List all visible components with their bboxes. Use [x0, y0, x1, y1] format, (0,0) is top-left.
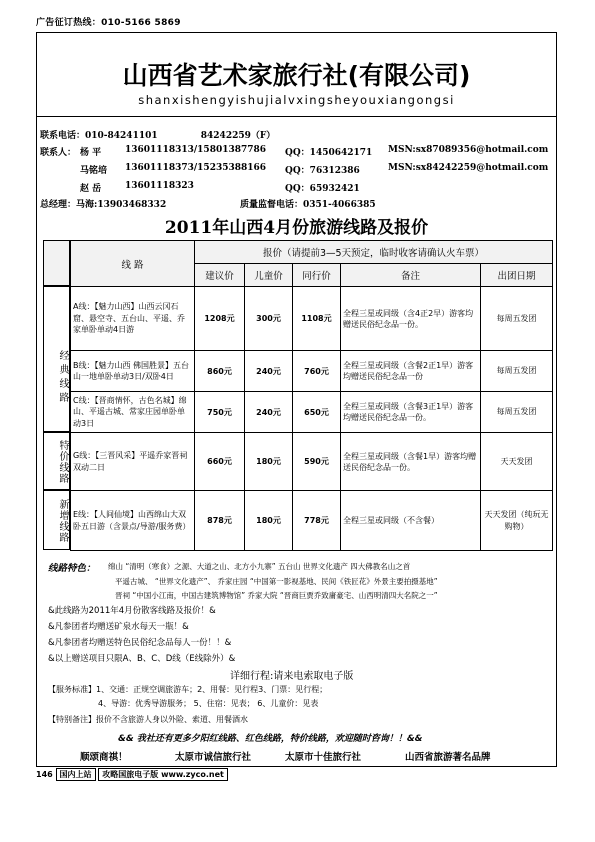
route-cell: A线：【魅力山西】山西云冈石窟、悬空寺、五台山、平遥、乔家单卧单动4日游 — [71, 287, 195, 351]
contact-phone: 13601118313/15801387786 — [125, 145, 267, 155]
group-classic: 经典线路 — [43, 286, 70, 432]
note-line: &以上赠送项目只限A、B、C、D线（E线除外）& — [48, 654, 236, 664]
header-divider — [36, 116, 557, 117]
suggest-price: 878元 — [195, 491, 245, 551]
route-heading: 2011年山西4月份旅游线路及报价 — [164, 218, 429, 238]
route-cell: B线：【魅力山西 佛国胜景】五台山一地单卧单动3日/双卧4日 — [71, 351, 195, 392]
note-cell: 全程三星或同级（含餐3正1早）游客均赠送民俗纪念品一份。 — [341, 392, 481, 433]
contact-qq: QQ：76312386 — [285, 166, 360, 176]
table-row — [71, 433, 553, 491]
features-line: 平遥古城、 “世界文化遗产”、 乔家庄园 “中国第一影视基地、民间《铁匠花》外景主要拍摄基地” — [115, 577, 438, 586]
group-special: 特价线路 — [43, 432, 70, 490]
suggest-price: 1208元 — [195, 287, 245, 351]
peer-price: 650元 — [293, 392, 341, 433]
page-footer — [36, 768, 557, 781]
contact-qq: QQ：1450642171 — [285, 148, 373, 158]
suggest-price: 860元 — [195, 351, 245, 392]
page-number: 146 — [36, 770, 53, 779]
complaint-phone: 质量监督电话：0351-4066385 — [240, 200, 376, 210]
depart-cell: 天天发团（纯玩无购物） — [481, 491, 553, 551]
header-quote: 报价（请提前3—5天预定，临时收客请确认火车票） — [195, 241, 553, 264]
header-depart: 出团日期 — [481, 264, 553, 287]
partner-3: 太原市十佳旅行社 — [285, 752, 362, 763]
child-price: 240元 — [245, 392, 293, 433]
fax-number: 84242259（F） — [200, 131, 276, 141]
depart-cell: 每周五发团 — [481, 287, 553, 351]
depart-cell: 每周五发团 — [481, 392, 553, 433]
features-label: 线路特色： — [48, 563, 96, 574]
contact-name: 马铭培 — [80, 166, 108, 176]
note-line: &凡参团者均赠送矿泉水每天一瓶！& — [48, 622, 189, 632]
group-label-column — [43, 240, 70, 550]
note-cell: 全程三星或同级（含餐2正1早）游客均赠送民俗纪念品一份 — [341, 351, 481, 392]
header-peer: 同行价 — [293, 264, 341, 287]
child-price: 240元 — [245, 351, 293, 392]
peer-price: 760元 — [293, 351, 341, 392]
note-cell: 全程三星或同级（不含餐） — [341, 491, 481, 551]
main-phone: 联系电话：010-84241101 — [40, 131, 158, 141]
contact-phone: 13601118323 — [125, 181, 194, 191]
table-row — [71, 392, 553, 433]
routes-table — [70, 240, 553, 551]
site-tag: 攻略国旅电子版 www.zyco.net — [98, 768, 228, 781]
company-pinyin: shanxishengyishujialvxingsheyouxiangongsi — [138, 93, 455, 107]
depart-cell: 每周五发团 — [481, 351, 553, 392]
child-price: 180元 — [245, 491, 293, 551]
contact-name: 赵 岳 — [80, 184, 102, 194]
section-tag: 国内上站 — [56, 768, 96, 781]
child-price: 300元 — [245, 287, 293, 351]
group-new: 新增线路 — [43, 490, 70, 550]
service-standard: 【服务标准】1、交通：正规空调旅游车；2、用餐：见行程3、门票：见行程； — [48, 685, 328, 694]
note-line: &凡参团者均赠送特色民俗纪念品每人一份！！& — [48, 638, 232, 648]
ad-hotline: 广告征订热线：010-5166 5869 — [36, 18, 181, 28]
suggest-price: 660元 — [195, 433, 245, 491]
peer-price: 1108元 — [293, 287, 341, 351]
general-manager: 总经理：马海:13903468332 — [40, 200, 167, 210]
header-child: 儿童价 — [245, 264, 293, 287]
note-line: &此线路为2011年4月份散客线路及报价！& — [48, 606, 216, 616]
contact-label: 联系人： — [40, 148, 77, 158]
route-cell: C线：【晋商情怀，古色名城】绵山、平遥古城、常家庄园单卧单动3日 — [71, 392, 195, 433]
note-cell: 全程三星或同级（含餐1早）游客均赠送民俗纪念品一份。 — [341, 433, 481, 491]
header-note: 备注 — [341, 264, 481, 287]
slogan: && 我社还有更多夕阳红线路、红色线路，特价线路，欢迎随时咨询！！&& — [118, 734, 423, 744]
service-standard-2: 4、导游：优秀导游服务； 5、住宿：见表； 6、儿童价：见表 — [98, 699, 319, 708]
features-line: 绵山 “清明（寒食）之源、大道之山、北方小九寨” 五台山 世界文化遗产 四大佛教名山之首 — [108, 562, 411, 571]
depart-cell: 天天发团 — [481, 433, 553, 491]
route-cell: E线：【人间仙境】山西绵山大双卧五日游（含景点/导游/服务费） — [71, 491, 195, 551]
contact-phone: 13601118373/15235388166 — [125, 163, 267, 173]
table-row — [71, 351, 553, 392]
child-price: 180元 — [245, 433, 293, 491]
partner-1: 顺颂商祺！ — [80, 752, 128, 763]
note-cell: 全程三星或同级（含4正2早）游客均赠送民俗纪念品一份。 — [341, 287, 481, 351]
peer-price: 590元 — [293, 433, 341, 491]
peer-price: 778元 — [293, 491, 341, 551]
features-line: 晋祠 “中国小江南，中国古建筑博物馆” 乔家大院 “晋商巨贾乔致庸豪宅、山西明清四大名院之一” — [115, 591, 438, 600]
blank-header-cell — [43, 240, 70, 286]
detail-itinerary: 详细行程:请来电索取电子版 — [230, 671, 354, 682]
company-name: 山西省艺术家旅行社(有限公司) — [122, 61, 471, 90]
partner-2: 太原市诚信旅行社 — [175, 752, 252, 763]
header-suggest: 建议价 — [195, 264, 245, 287]
contact-name: 杨 平 — [80, 148, 102, 158]
contact-msn: MSN:sx87089356@hotmail.com — [388, 145, 549, 155]
partner-4: 山西省旅游著名品牌 — [405, 752, 491, 763]
contact-qq: QQ：65932421 — [285, 184, 360, 194]
phone-line — [40, 128, 275, 141]
contact-msn: MSN:sx84242259@hotmail.com — [388, 163, 549, 173]
table-row — [71, 287, 553, 351]
header-route: 线 路 — [71, 241, 195, 287]
route-cell: G线：【三晋风采】平遥乔家晋祠双动二日 — [71, 433, 195, 491]
suggest-price: 750元 — [195, 392, 245, 433]
table-row — [71, 491, 553, 551]
special-note: 【特别备注】报价不含旅游人身以外险、索道、用餐酒水 — [48, 715, 248, 724]
